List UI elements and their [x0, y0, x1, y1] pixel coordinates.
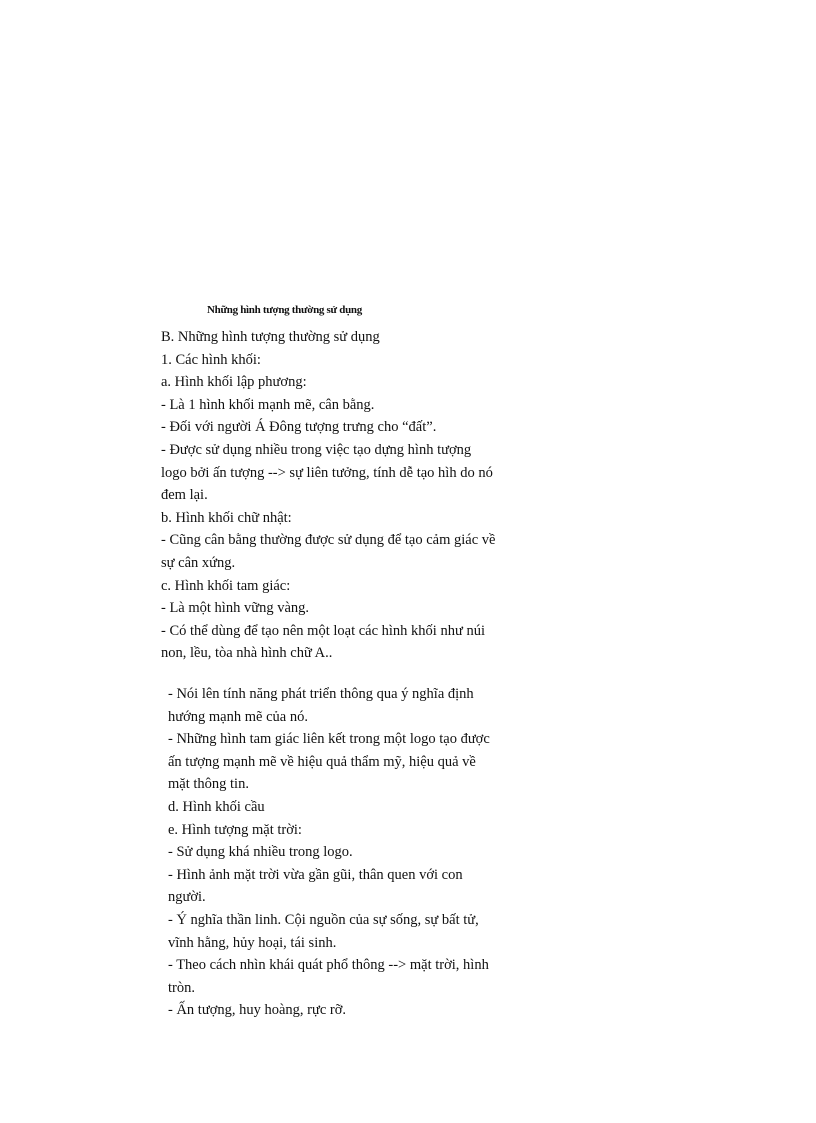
text-line: - Nói lên tính năng phát triển thông qua ý nghĩa định — [168, 686, 474, 702]
text-block-lower — [168, 683, 490, 1022]
text-block-upper — [161, 326, 495, 665]
text-line: - Ấn tượng, huy hoàng, rực rỡ. — [168, 1002, 347, 1019]
text-line: - Theo cách nhìn khái quát phổ thông --> mặt trời, hình — [168, 957, 489, 974]
text-line: mặt thông tin. — [168, 776, 249, 793]
text-line: đem lại. — [161, 487, 208, 504]
text-line: ấn tượng mạnh mẽ về hiệu quả thẩm mỹ, hiệu quả về — [168, 753, 476, 770]
text-line: 1. Các hình khối: — [161, 351, 261, 368]
text-line: người. — [168, 889, 206, 906]
text-line: a. Hình khối lập phương: — [161, 374, 307, 391]
text-line: c. Hình khối tam giác: — [161, 577, 291, 594]
text-line: tròn. — [168, 979, 195, 996]
text-line: - Là một hình vững vàng. — [161, 600, 310, 617]
text-line: B. Những hình tượng thường sử dụng — [161, 329, 380, 345]
text-line: d. Hình khối cầu — [168, 798, 265, 815]
text-line: - Là 1 hình khối mạnh mẽ, cân bằng. — [161, 396, 375, 413]
text-line: - Cũng cân bằng thường được sử dụng để tạo cảm giác về — [161, 532, 496, 549]
text-line: - Có thể dùng để tạo nên một loạt các hình khối như núi — [161, 622, 485, 639]
text-line: - Hình ảnh mặt trời vừa gần gũi, thân quen với con — [168, 866, 463, 883]
text-line: e. Hình tượng mặt trời: — [168, 821, 302, 838]
text-line: - Được sử dụng nhiều trong việc tạo dựng hình tượng — [161, 441, 472, 458]
text-line: - Những hình tam giác liên kết trong một logo tạo được — [168, 731, 490, 748]
text-line: sự cân xứng. — [161, 554, 236, 571]
text-line: non, lều, tòa nhà hình chữ A.. — [161, 645, 333, 662]
text-line: vĩnh hằng, hủy hoại, tái sinh. — [168, 934, 337, 951]
text-line: b. Hình khối chữ nhật: — [161, 509, 292, 526]
text-line: logo bởi ấn tượng --> sự liên tưởng, tính dễ tạo hìh do nó — [161, 464, 493, 481]
text-line: hướng mạnh mẽ của nó. — [168, 708, 308, 725]
text-line: - Ý nghĩa thần linh. Cội nguồn của sự sống, sự bất tử, — [168, 911, 479, 928]
text-line: - Đối với người Á Đông tượng trưng cho “đất”. — [161, 419, 437, 436]
text-line: - Sử dụng khá nhiều trong logo. — [168, 844, 353, 861]
page-heading: Những hình tượng thường sử dụng — [207, 304, 362, 316]
